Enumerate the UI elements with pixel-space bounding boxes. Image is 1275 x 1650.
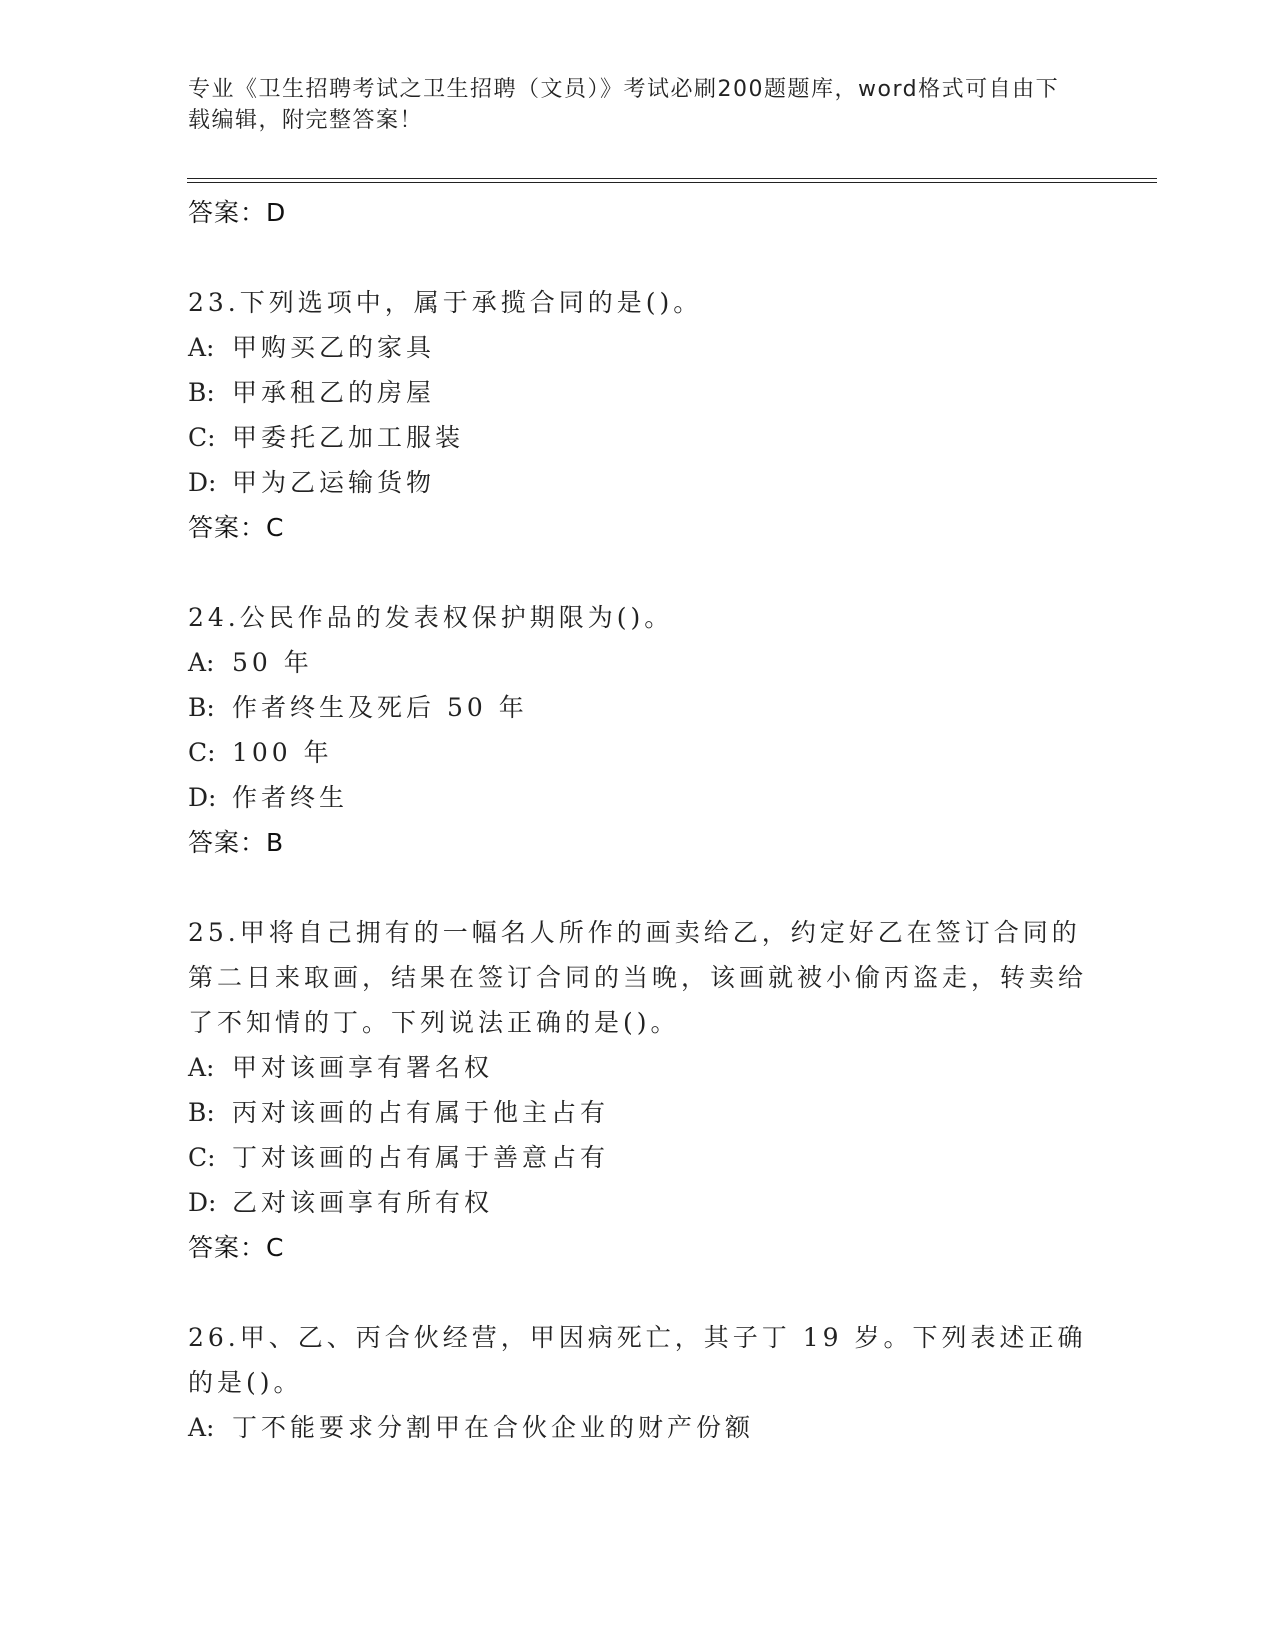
- answer-line: [188, 1225, 1088, 1270]
- option-letter: B:: [188, 693, 215, 722]
- option-text: 丙对该画的占有属于他主占有: [232, 1098, 610, 1127]
- option-letter: A:: [188, 1053, 215, 1082]
- answer-value: D: [266, 198, 287, 227]
- option-text: 甲为乙运输货物: [232, 468, 436, 497]
- option-letter: C:: [188, 738, 216, 767]
- option-letter: C:: [188, 423, 216, 452]
- question-text: 26.甲、乙、丙合伙经营，甲因病死亡，其子丁 19 岁。下列表述正确的是()。: [188, 1323, 1087, 1397]
- option-text: 100 年: [232, 738, 333, 767]
- answer-line: [188, 820, 1088, 865]
- option-a: [188, 1405, 1088, 1450]
- answer-value: C: [266, 513, 285, 542]
- option-c: [188, 1135, 1088, 1180]
- option-letter: D:: [188, 1188, 217, 1217]
- answer-label: 答案：: [188, 513, 267, 542]
- spacer: [188, 865, 1088, 910]
- option-text: 丁不能要求分割甲在合伙企业的财产份额: [232, 1413, 755, 1442]
- option-d: [188, 460, 1088, 505]
- answer-value: B: [266, 828, 285, 857]
- option-text: 丁对该画的占有属于善意占有: [232, 1143, 610, 1172]
- option-letter: D:: [188, 468, 217, 497]
- option-letter: A:: [188, 333, 215, 362]
- option-letter: D:: [188, 783, 217, 812]
- option-text: 作者终生: [232, 783, 349, 812]
- spacer: [188, 1270, 1088, 1315]
- option-c: [188, 415, 1088, 460]
- option-d: [188, 775, 1088, 820]
- option-letter: B:: [188, 378, 215, 407]
- header-double-rule: [187, 178, 1157, 184]
- option-b: [188, 370, 1088, 415]
- option-letter: A:: [188, 1413, 215, 1442]
- option-a: [188, 640, 1088, 685]
- option-d: [188, 1180, 1088, 1225]
- header-note: 专业《卫生招聘考试之卫生招聘（文员）》考试必刷200题题库，word格式可自由下载编辑，附完整答案！: [188, 77, 1060, 133]
- option-text: 乙对该画享有所有权: [232, 1188, 494, 1217]
- option-text: 甲对该画享有署名权: [232, 1053, 494, 1082]
- spacer: [188, 550, 1088, 595]
- option-letter: A:: [188, 648, 215, 677]
- question-text: 25.甲将自己拥有的一幅名人所作的画卖给乙，约定好乙在签订合同的第二日来取画，结果在签订合同的当晚，该画就被小偷丙盗走，转卖给了不知情的丁。下列说法正确的是()。: [188, 918, 1088, 1037]
- question-text: 24.公民作品的发表权保护期限为()。: [188, 603, 674, 632]
- spacer: [188, 235, 1088, 280]
- header-rule-line-top: [187, 178, 1157, 179]
- option-text: 50 年: [232, 648, 313, 677]
- option-text: 作者终生及死后 50 年: [232, 693, 528, 722]
- option-text: 甲购买乙的家具: [232, 333, 436, 362]
- option-b: [188, 685, 1088, 730]
- answer-value: C: [266, 1233, 285, 1262]
- answer-label: 答案：: [188, 1233, 267, 1262]
- option-letter: B:: [188, 1098, 215, 1127]
- option-c: [188, 730, 1088, 775]
- option-b: [188, 1090, 1088, 1135]
- header-rule-line-bottom: [187, 182, 1157, 183]
- option-text: 甲委托乙加工服装: [232, 423, 465, 452]
- answer-label: 答案：: [188, 828, 267, 857]
- answer-line: [188, 505, 1088, 550]
- question-text: 23.下列选项中，属于承揽合同的是()。: [188, 288, 703, 317]
- option-a: [188, 1045, 1088, 1090]
- option-letter: C:: [188, 1143, 216, 1172]
- option-a: [188, 325, 1088, 370]
- question-list: [188, 190, 1088, 1450]
- answer-line: [188, 190, 1088, 235]
- option-text: 甲承租乙的房屋: [232, 378, 436, 407]
- answer-label: 答案：: [188, 198, 267, 227]
